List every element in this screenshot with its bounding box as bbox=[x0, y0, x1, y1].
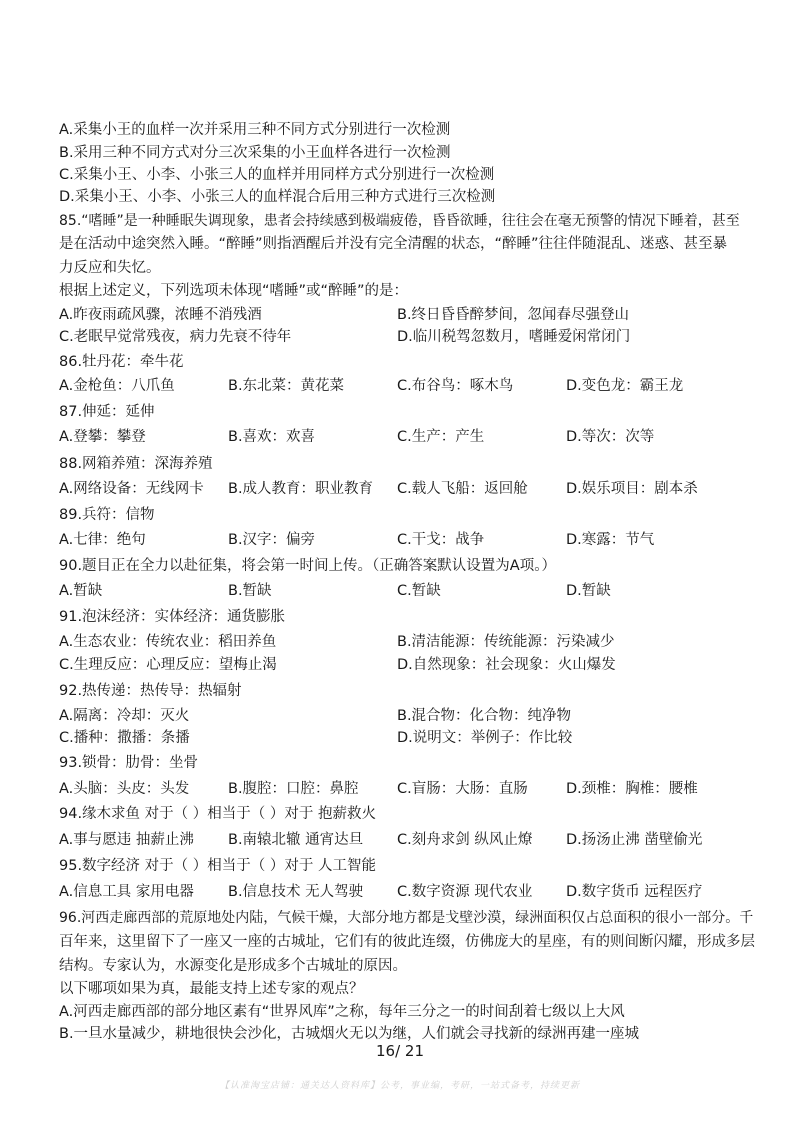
q94-option-d: D.扬汤止沸 凿壁偷光 bbox=[566, 832, 703, 848]
q95-option-c: C.数字资源 现代农业 bbox=[397, 884, 533, 900]
q89-stem: 89.兵符：信物 bbox=[59, 507, 155, 523]
q96-stem-line-4: 以下哪项如果为真，最能支持上述专家的观点？ bbox=[59, 981, 364, 997]
q90-option-d: D.暂缺 bbox=[566, 583, 611, 599]
q84-option-c: C.采集小王、小李、小张三人的血样并用同样方式分别进行一次检测 bbox=[59, 167, 495, 183]
q92-option-c: C.播种：撒播：条播 bbox=[59, 730, 190, 746]
q87-stem: 87.伸延：延伸 bbox=[59, 404, 155, 420]
q93-stem: 93.锁骨：肋骨：坐骨 bbox=[59, 755, 199, 771]
q92-stem: 92.热传递：热传导：热辐射 bbox=[59, 683, 242, 699]
watermark: 【认准淘宝店铺：通关达人资料库】公考，事业编，考研，一站式备考，持续更新 bbox=[219, 1081, 580, 1091]
q86-option-a: A.金枪鱼：八爪鱼 bbox=[59, 378, 175, 394]
q95-option-d: D.数字货币 远程医疗 bbox=[566, 884, 703, 900]
q85-stem-line-4: 根据上述定义，下列选项未体现“嗜睡”或“醉睡”的是： bbox=[59, 283, 409, 299]
q87-option-a: A.登攀：攀登 bbox=[59, 429, 146, 445]
q87-option-b: B.喜欢：欢喜 bbox=[228, 429, 316, 445]
q85-option-d: D.临川税驾忽数月，嗜睡爱闲常闭门 bbox=[397, 329, 631, 345]
q84-option-b: B.采用三种不同方式对分三次采集的小王血样各进行一次检测 bbox=[59, 145, 451, 161]
q88-option-b: B.成人教育：职业教育 bbox=[228, 481, 374, 497]
q86-option-b: B.东北菜：黄花菜 bbox=[228, 378, 345, 394]
q95-option-b: B.信息技术 无人驾驶 bbox=[228, 884, 364, 900]
q91-option-d: D.自然现象：社会现象：火山爆发 bbox=[397, 657, 616, 673]
q85-stem-line-3: 力反应和失忆。 bbox=[59, 260, 161, 276]
q90-option-c: C.暂缺 bbox=[397, 583, 441, 599]
q95-option-a: A.信息工具 家用电器 bbox=[59, 884, 194, 900]
q91-option-c: C.生理反应：心理反应：望梅止渴 bbox=[59, 657, 277, 673]
q96-option-b: B.一旦水量减少，耕地很快会沙化，古城烟火无以为继，人们就会寻找新的绿洲再建一座城 bbox=[59, 1026, 640, 1042]
q89-option-d: D.寒露：节气 bbox=[566, 532, 655, 548]
q89-option-a: A.七律：绝句 bbox=[59, 532, 146, 548]
page-number: 16/ 21 bbox=[376, 1042, 424, 1060]
q86-stem: 86.牡丹花：牵牛花 bbox=[59, 354, 184, 370]
q91-option-a: A.生态农业：传统农业：稻田养鱼 bbox=[59, 634, 277, 650]
q94-option-b: B.南辕北辙 通宵达旦 bbox=[228, 832, 364, 848]
q88-stem: 88.网箱养殖：深海养殖 bbox=[59, 456, 213, 472]
q94-stem: 94.缘木求鱼 对于（ ）相当于（ ）对于 抱薪救火 bbox=[59, 806, 376, 822]
q88-option-d: D.娱乐项目：剧本杀 bbox=[566, 481, 698, 497]
q87-option-c: C.生产：产生 bbox=[397, 429, 485, 445]
q96-stem-line-1: 96.河西走廊西部的荒原地处内陆，气候干燥，大部分地方都是戈壁沙漠，绿洲面积仅占总面积的很小一部分。千 bbox=[59, 910, 754, 926]
q89-option-b: B.汉字：偏旁 bbox=[228, 532, 316, 548]
q93-option-d: D.颈椎：胸椎：腰椎 bbox=[566, 781, 698, 797]
q88-option-c: C.载人飞船：返回舱 bbox=[397, 481, 528, 497]
q96-stem-line-3: 结构。专家认为，水源变化是形成多个古城址的原因。 bbox=[59, 958, 407, 974]
q92-option-a: A.隔离：冷却：灭火 bbox=[59, 708, 190, 724]
q94-option-c: C.刻舟求剑 纵风止燎 bbox=[397, 832, 533, 848]
q92-option-b: B.混合物：化合物：纯净物 bbox=[397, 708, 572, 724]
q95-stem: 95.数字经济 对于（ ）相当于（ ）对于 人工智能 bbox=[59, 858, 376, 874]
q96-option-a: A.河西走廊西部的部分地区素有“世界风库”之称，每年三分之一的时间刮着七级以上大风 bbox=[59, 1004, 625, 1020]
q96-stem-line-2: 百年来，这里留下了一座又一座的古城址，它们有的彼此连缀，仿佛庞大的星座，有的则间断闪耀，形成多层 bbox=[59, 934, 755, 950]
q85-option-a: A.昨夜雨疏风骤，浓睡不消残酒 bbox=[59, 307, 262, 323]
q84-option-a: A.采集小王的血样一次并采用三种不同方式分别进行一次检测 bbox=[59, 122, 451, 138]
q85-option-c: C.老眠早觉常残夜，病力先衰不待年 bbox=[59, 329, 292, 345]
q90-option-a: A.暂缺 bbox=[59, 583, 103, 599]
q93-option-b: B.腹腔：口腔：鼻腔 bbox=[228, 781, 359, 797]
q85-stem-line-1: 85.“嗜睡”是一种睡眠失调现象，患者会持续感到极端疲倦，昏昏欲睡，往往会在毫无预警的情况下睡着，甚至 bbox=[59, 213, 740, 229]
q88-option-a: A.网络设备：无线网卡 bbox=[59, 481, 204, 497]
q91-option-b: B.清洁能源：传统能源：污染减少 bbox=[397, 634, 615, 650]
q89-option-c: C.干戈：战争 bbox=[397, 532, 485, 548]
q84-option-d: D.采集小王、小李、小张三人的血样混合后用三种方式进行三次检测 bbox=[59, 189, 496, 205]
q85-option-b: B.终日昏昏醉梦间，忽闻春尽强登山 bbox=[397, 307, 630, 323]
q92-option-d: D.说明文：举例子：作比较 bbox=[397, 730, 573, 746]
q90-stem: 90.题目正在全力以赴征集，将会第一时间上传。（正确答案默认设置为A项。） bbox=[59, 558, 556, 574]
q86-option-c: C.布谷鸟：啄木鸟 bbox=[397, 378, 514, 394]
q93-option-c: C.盲肠：大肠：直肠 bbox=[397, 781, 528, 797]
q93-option-a: A.头脑：头皮：头发 bbox=[59, 781, 190, 797]
q86-option-d: D.变色龙：霸王龙 bbox=[566, 378, 684, 394]
q91-stem: 91.泡沫经济：实体经济：通货膨胀 bbox=[59, 609, 286, 625]
q94-option-a: A.事与愿违 抽薪止沸 bbox=[59, 832, 194, 848]
q87-option-d: D.等次：次等 bbox=[566, 429, 655, 445]
q85-stem-line-2: 是在活动中途突然入睡。“醉睡”则指酒醒后并没有完全清醒的状态，“醉睡”往往伴随混乱、迷惑、甚至暴 bbox=[59, 236, 728, 252]
q90-option-b: B.暂缺 bbox=[228, 583, 272, 599]
